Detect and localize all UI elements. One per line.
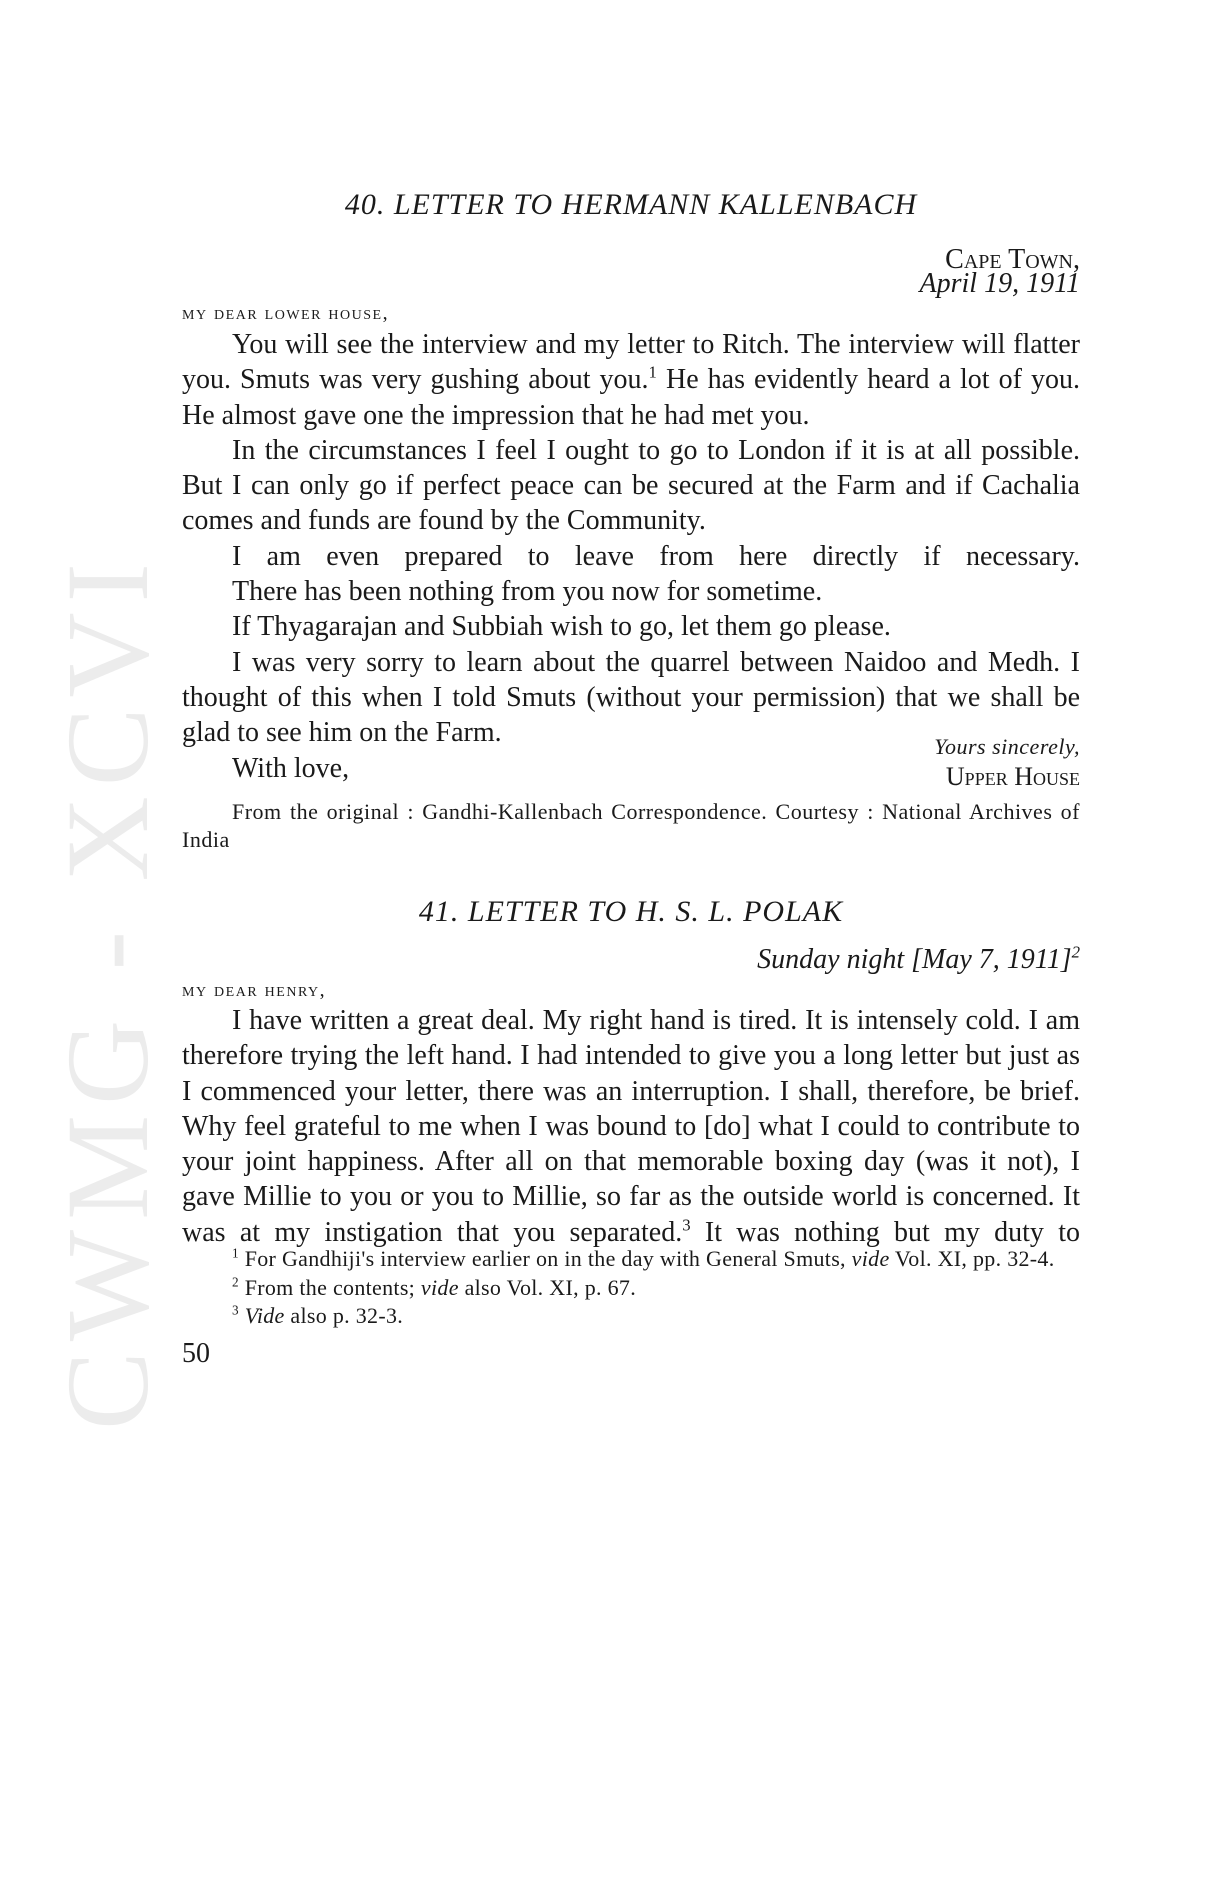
footnote-italic: vide [851, 1246, 890, 1271]
source-note-text: From the original : Gandhi-Kallenbach Correspondence. Courtesy : National Archives of India [182, 799, 1080, 852]
letter-place: Cape Town, [945, 244, 1080, 275]
salutation: my dear henry, [182, 979, 327, 1001]
paragraph: I am even prepared to leave from here directly if necessary. [232, 540, 1080, 572]
footnote [182, 1274, 1080, 1303]
letter-body [182, 327, 1080, 786]
footnote-marker: 2 [1071, 942, 1080, 962]
footnote-marker: 3 [232, 1302, 239, 1318]
closing: Yours sincerely, [934, 734, 1080, 759]
salutation: my dear lower house, [182, 302, 390, 324]
letter-title: 40. LETTER TO HERMANN KALLENBACH [344, 188, 918, 221]
letter-date [757, 944, 1080, 976]
footnote-italic: vide [420, 1274, 459, 1300]
footnote-text: From the contents; [244, 1274, 416, 1300]
footnote-text: also Vol. XI, p. 67. [464, 1274, 636, 1300]
paragraph: I have written a great deal. My right hand is tired. It is intensely cold. I am therefore trying the left hand. I had intended to give you a long letter but just as I commenced your letter, there was an interruption. I shall, therefore, be brief. Why feel grateful to me when I was bound to [do] what I could to contribute to your joint happiness. After all on that memorable boxing day (was it not), I gave Millie to you or you to Millie, so far as the outside world is concerned. It was at my instigation that you separated. [182, 1005, 1080, 1248]
paragraph: You will see the interview and my letter to Ritch. The interview will flatter you. Smuts was very gushing about you. [182, 329, 1080, 396]
watermark: CWMG - XCVI [42, 553, 173, 1430]
page-number: 50 [182, 1338, 210, 1369]
footnotes [182, 1245, 1080, 1331]
footnote [182, 1245, 1080, 1274]
footnote-marker: 1 [232, 1245, 239, 1261]
footnote-marker: 2 [232, 1274, 239, 1290]
footnote-italic: Vide [244, 1303, 285, 1328]
paragraph: I was very sorry to learn about the quarrel between Naidoo and Medh. I thought of this when I told Smuts (without your permission) that we shall be glad to see him on the Farm. [182, 646, 1080, 749]
footnote [182, 1302, 1080, 1331]
paragraph: He has evidently heard a lot of you. He almost gave one the impression that he had met you. [182, 364, 1081, 431]
paragraph: It was nothing but my duty to [704, 1216, 1080, 1248]
letter-date: April 19, 1911 [919, 268, 1080, 299]
footnote-text: Vol. XI, pp. 32-4. [894, 1246, 1055, 1271]
footnote-marker: 3 [682, 1215, 691, 1235]
letter-body [182, 1003, 1080, 1250]
footnote-text: For Gandhiji's interview earlier on in the day with General Smuts, [244, 1246, 846, 1271]
paragraph: With love, [232, 752, 350, 784]
letter-title: 41. LETTER TO H. S. L. POLAK [418, 895, 844, 928]
paragraph: In the circumstances I feel I ought to go to London if it is at all possible. But I can only go if perfect peace can be secured at the Farm and if Cachalia comes and funds are found by the Community. [182, 434, 1080, 537]
letter-date-text: Sunday night [May 7, 1911] [757, 944, 1072, 975]
footnote-marker: 1 [648, 362, 657, 382]
footnote-text: also p. 32-3. [290, 1303, 404, 1328]
signature: Upper House [945, 762, 1080, 791]
source-note [182, 798, 1080, 854]
paragraph: If Thyagarajan and Subbiah wish to go, let them go please. [232, 611, 891, 643]
paragraph: There has been nothing from you now for sometime. [232, 576, 823, 608]
